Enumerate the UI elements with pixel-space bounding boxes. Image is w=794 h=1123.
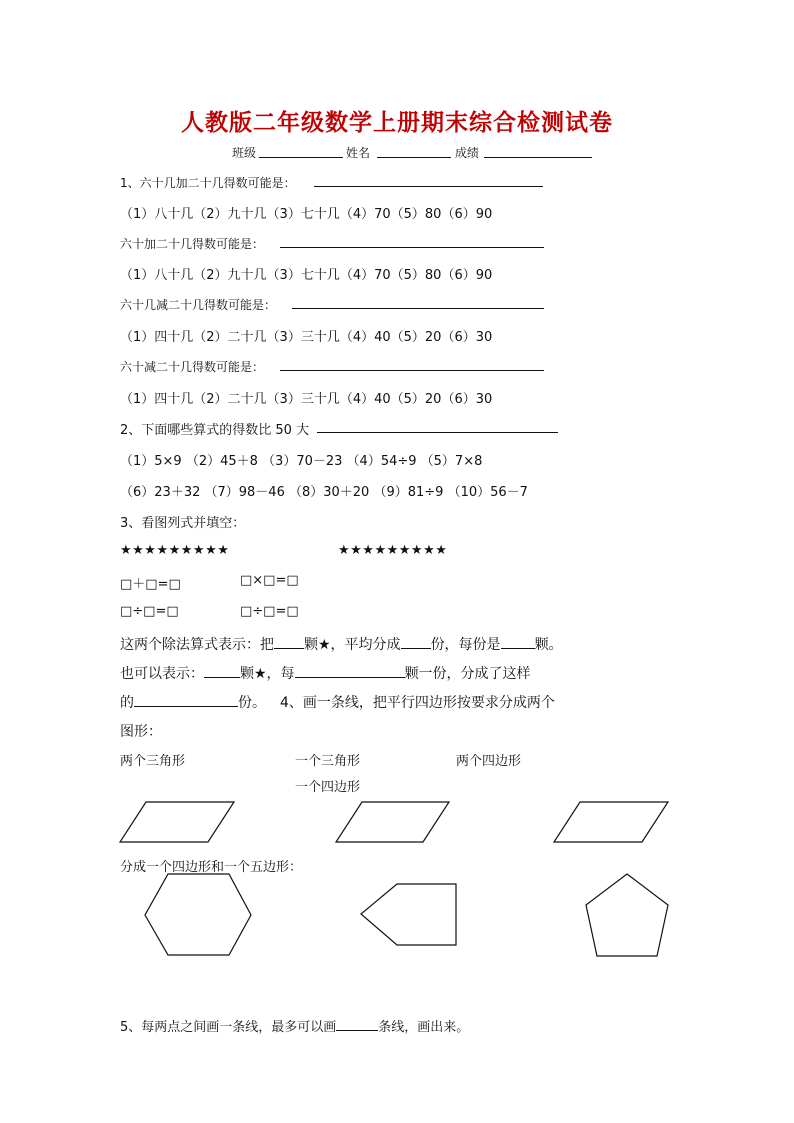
q3-text: 份，每份是: [430, 637, 501, 653]
equation-multiplication: □×□=□: [240, 573, 299, 588]
q3-text: 的: [120, 695, 134, 711]
label-two-triangles: 两个三角形: [120, 754, 186, 769]
q3-text: 颗一份，分成了这样: [404, 666, 531, 682]
equation-addition: □＋□=□: [120, 577, 181, 592]
pentagon[interactable]: [586, 874, 668, 956]
label-one-triangle: 一个三角形: [295, 754, 361, 769]
q1-part3-prompt: 六十几减二十几得数可能是：: [120, 298, 277, 312]
q1-part4-options: （1）四十几（2）二十几（3）三十几（4）40（5）20（6）30: [120, 392, 493, 407]
q1-part1-options: （1）八十几（2）九十几（3）七十几（4）70（5）80（6）90: [120, 207, 493, 222]
q3-text: 颗。: [534, 637, 563, 653]
page-title: 人教版二年级数学上册期末综合检测试卷: [181, 109, 613, 136]
arrow-pentagon[interactable]: [361, 884, 456, 945]
q2-prompt: 2、下面哪些算式的得数比 50 大: [120, 423, 310, 438]
class-label: 班级: [232, 146, 257, 160]
q3-text: 颗★，平均分成: [304, 637, 401, 653]
q2-options-row2: （6）23＋32 （7）98－46 （8）30＋20 （9）81÷9 （10）56－7: [120, 485, 528, 500]
name-label: 姓名: [346, 146, 371, 160]
q4-prompt-continued: 图形：: [120, 724, 162, 740]
parallelogram-3[interactable]: [554, 802, 668, 842]
star-row-left: ★★★★★★★★★: [120, 543, 230, 558]
q3-text: 份。: [238, 695, 266, 711]
q3-text: 也可以表示：: [120, 666, 204, 682]
q3-text: 这两个除法算式表示：把: [120, 637, 274, 653]
q1-part4-prompt: 六十减二十几得数可能是：: [120, 360, 265, 374]
q5-answer-blank[interactable]: [336, 1017, 378, 1031]
q4-second-prompt: 分成一个四边形和一个五边形：: [120, 860, 303, 875]
parallelogram-2[interactable]: [336, 802, 449, 842]
q1-part2-options: （1）八十几（2）九十几（3）七十几（4）70（5）80（6）90: [120, 268, 493, 283]
score-label: 成绩: [455, 146, 480, 160]
q5-line: [120, 1016, 469, 1035]
q5-text: 5、每两点之间画一条线，最多可以画: [120, 1020, 337, 1035]
equation-division-left: □÷□=□: [120, 604, 179, 619]
q1-part3-options: （1）四十几（2）二十几（3）三十几（4）40（5）20（6）30: [120, 330, 493, 345]
q1-part2-prompt: 六十加二十几得数可能是：: [120, 237, 265, 251]
q3-prompt: 3、看图列式并填空：: [120, 516, 246, 531]
q5-text: 条线，画出来。: [378, 1020, 470, 1035]
equation-division-right: □÷□=□: [240, 604, 299, 619]
q2-options-row1: （1）5×9 （2）45＋8 （3）70－23 （4）54÷9 （5）7×8: [120, 454, 483, 469]
parallelogram-1[interactable]: [120, 802, 234, 842]
hexagon[interactable]: [145, 874, 251, 955]
q4-prompt: 4、画一条线，把平行四边形按要求分成两个: [280, 695, 555, 711]
q3-text: 颗★，每: [240, 666, 295, 682]
q1-part1-prompt: 1、六十几加二十几得数可能是：: [120, 176, 296, 190]
star-row-right: ★★★★★★★★★: [338, 543, 448, 558]
label-two-quadrilaterals: 两个四边形: [456, 754, 522, 769]
label-one-quadrilateral: 一个四边形: [295, 780, 361, 795]
